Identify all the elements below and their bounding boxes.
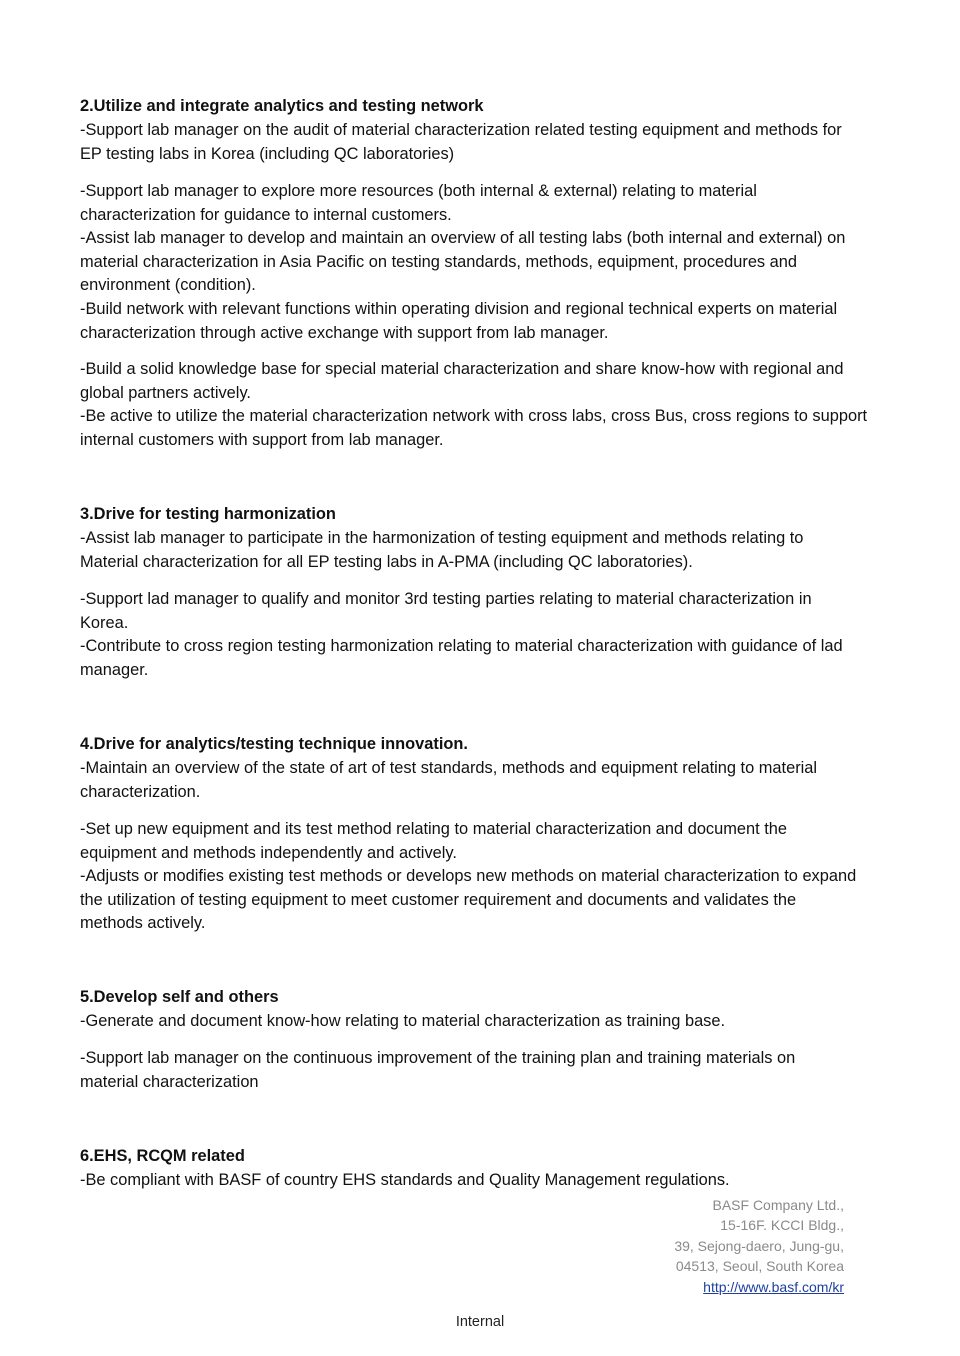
company-name: BASF Company Ltd.,: [712, 1197, 844, 1213]
section-6-title: 6.EHS, RCQM related: [80, 1147, 245, 1165]
section-5-paragraph-1: -Generate and document know-how relating to material characterization as training base.: [80, 1012, 726, 1030]
section-4-title: 4.Drive for analytics/testing technique innovation.: [80, 735, 468, 753]
section-3-paragraph-1: -Assist lab manager to participate in the harmonization of testing equipment and methods relating to Material characterization for all EP testing labs in A-PMA (including QC laboratories).: [80, 529, 804, 571]
section-4-paragraph-1: -Maintain an overview of the state of art of test standards, methods and equipment relating to material characterization.: [80, 759, 818, 801]
section-5-paragraph-2: -Support lab manager on the continuous improvement of the training plan and training materials on material characterization: [80, 1049, 796, 1091]
company-website-link[interactable]: http://www.basf.com/kr: [703, 1278, 844, 1295]
address-line-3: 04513, Seoul, South Korea: [675, 1258, 844, 1275]
section-2-paragraph-2: -Support lab manager to explore more resources (both internal & external) relating to material characterization for guidance to internal customers. -Assist lab manager to develop and maintain an overview of all testing labs (both internal and external) on material characterization in Asia Pacific on testing standards, methods, equipment, procedures and environment (condition). -Build network with relevant functions within operating division and regional technical experts on material characterization through active exchange with support from lab manager.: [80, 182, 846, 342]
section-3-paragraph-2: -Support lad manager to qualify and monitor 3rd testing parties relating to material characterization in Korea. -Contribute to cross region testing harmonization relating to material characterization with guidance of lad manager.: [80, 590, 843, 679]
section-3-title: 3.Drive for testing harmonization: [80, 505, 336, 523]
section-2-paragraph-1: -Support lab manager on the audit of material characterization related testing equipment and methods for EP testing labs in Korea (including QC laboratories): [80, 121, 842, 163]
address-line-1: 15-16F. KCCI Bldg.,: [720, 1217, 844, 1234]
company-address-block: [674, 1195, 844, 1297]
address-line-2: 39, Sejong-daero, Jung-gu,: [674, 1237, 844, 1254]
section-2-paragraph-3: -Build a solid knowledge base for special material characterization and share know-how with regional and global partners actively. -Be active to utilize the material characterization network with cross labs, cross Bus, cross regions to support internal customers with support from lab manager.: [80, 360, 868, 449]
section-2-title: 2.Utilize and integrate analytics and testing network: [80, 97, 484, 115]
section-5-title: 5.Develop self and others: [80, 988, 279, 1006]
section-6-paragraph-1: -Be compliant with BASF of country EHS standards and Quality Management regulations.: [80, 1171, 730, 1189]
section-4-paragraph-2: -Set up new equipment and its test method relating to material characterization and document the equipment and methods independently and actively. -Adjusts or modifies existing test methods or develops new methods on material characterization to expand the utilization of testing equipment to meet customer requirement and documents and validates the methods actively.: [80, 820, 857, 933]
classification-label: Internal: [455, 1314, 505, 1330]
